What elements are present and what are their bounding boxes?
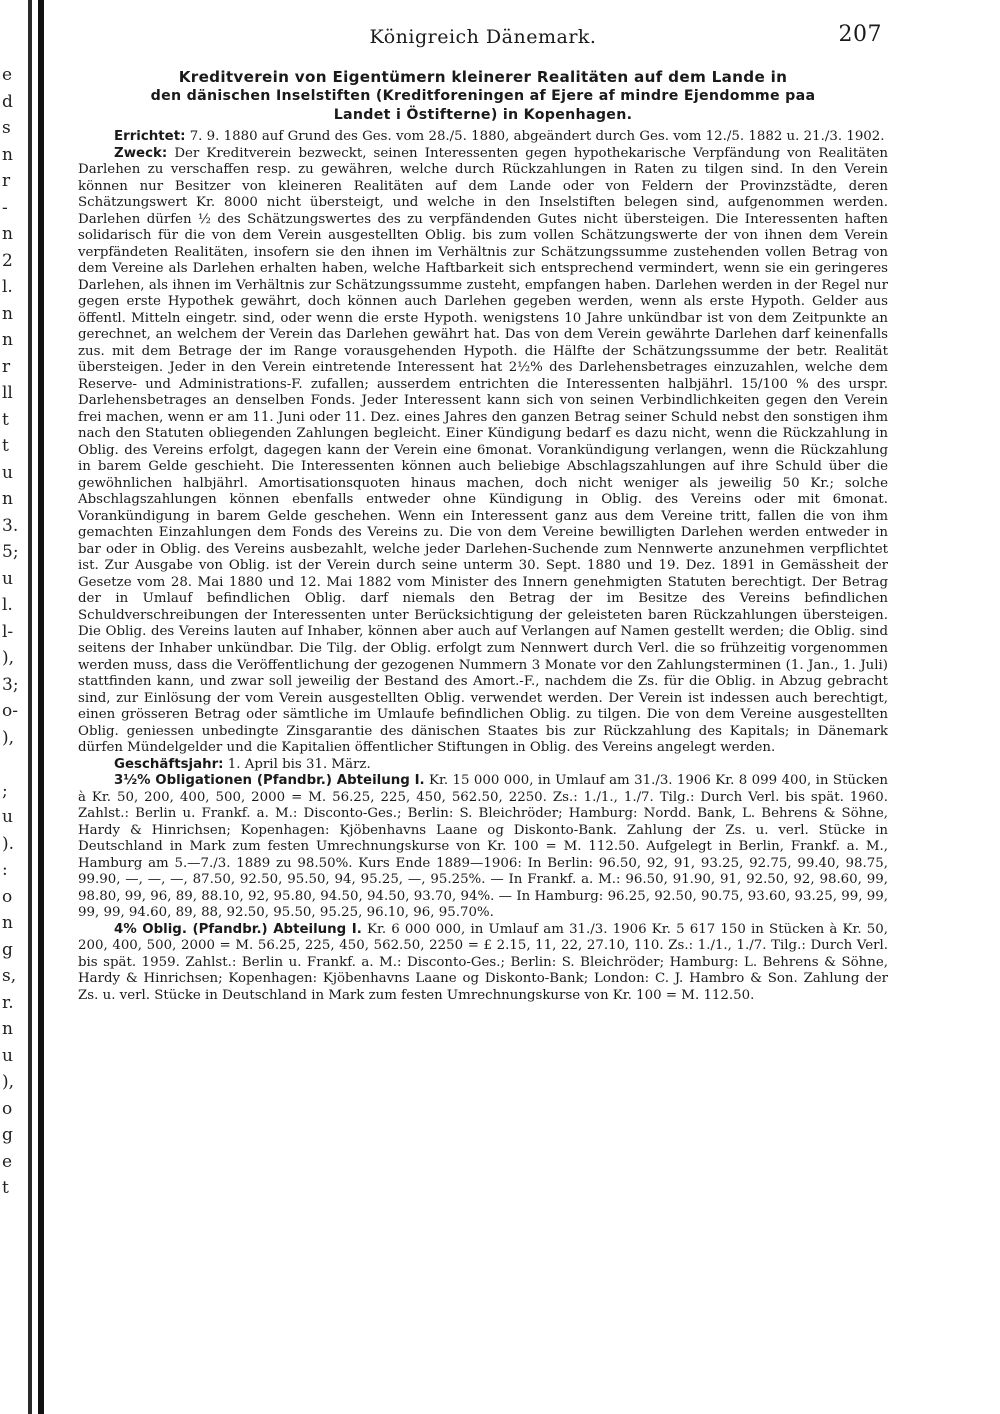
margin-letter: g bbox=[2, 1125, 13, 1145]
label-geschaeftsjahr: Geschäftsjahr: bbox=[114, 756, 224, 772]
margin-letter: e bbox=[2, 1151, 13, 1172]
text-geschaeftsjahr: 1. April bis 31. März. bbox=[227, 756, 371, 772]
section-zweck bbox=[78, 146, 888, 757]
heading-line-1: Kreditverein von Eigentümern kleinerer Realitäten auf dem Lande in bbox=[178, 68, 788, 86]
margin-letter: r bbox=[2, 171, 11, 191]
margin-letter: n bbox=[2, 303, 13, 324]
margin-letter: ), bbox=[2, 1072, 15, 1092]
margin-letter: r bbox=[2, 356, 11, 377]
label-zweck: Zweck: bbox=[114, 145, 168, 161]
heading-line-3: Landet i Östifterne) in Kopenhagen. bbox=[333, 107, 633, 123]
text-obligationen-1: Kr. 15 000 000, in Umlauf am 31./3. 1906 Kr. 8 099 400, in Stücken à Kr. 50, 200, 400, 500, 2000 = M. 56.25, 225, 450, 562.50, 2250. Zs.: 1./1., 1./7. Tilg.: Durch Verl. bis spät. 1960. Zahlst.: Berlin u. Frankf. a. M.: Disconto-Ges.; Berlin: S. Bleichröder; Hamburg: Nordd. Bank, L. Behrens & Söhne, Hardy & Hinrichsen; Kopenhagen: Kjöbenhavns Laane og Diskonto-Bank. Zahlung der Zs. u. verl. Stücke in Deutschland in Mark zum festen Umrechnungskurse von Kr. 100 = M. 112.50. Aufgelegt in Berlin, Frankf. a. M., Hamburg am 5.—7./3. 1889 zu 98.50%. Kurs Ende 1889—1906: In Berlin: 96.50, 92, 91, 93.25, 92.75, 99.40, 98.75, 99.90, —, —, —, 87.50, 92.50, 95.50, 94, 95.25, —, 95.25%. — In Frankf. a. M.: 96.50, 91.90, 91, 92.50, 92, 98.60, 99, 98.80, 99, 96, 89, 88.10, 92, 95.80, 94.50, 94.50, 93.70, 94%. — In Hamburg: 96.25, 92.50, 90.75, 93.60, 93.25, 99, 99, 99, 99, 94.60, 89, 88, 92.50, 95.50, 95.25, 96.10, 96, 95.70%. bbox=[78, 773, 888, 921]
text-errichtet: 7. 9. 1880 auf Grund des Ges. vom 28./5. 1880, abgeändert durch Ges. vom 12./5. 1882 u. 21./3. 1902. bbox=[189, 129, 885, 144]
margin-letter: r. bbox=[2, 992, 14, 1013]
margin-letter: : bbox=[2, 860, 8, 880]
margin-letter: 2 bbox=[2, 250, 13, 271]
margin-letter: l. bbox=[2, 595, 13, 615]
margin-letter: - bbox=[2, 197, 8, 218]
margin-letter: 3; bbox=[2, 674, 19, 695]
label-obligationen-1: 3½% Obligationen (Pfandbr.) Abteilung I. bbox=[114, 773, 425, 789]
margin-letter bbox=[2, 751, 22, 778]
margin-letter: 5; bbox=[2, 542, 19, 562]
margin-letter: u bbox=[2, 807, 13, 827]
margin-letter: ). bbox=[2, 833, 15, 854]
margin-letter: u bbox=[2, 1045, 13, 1066]
section-obligationen-1 bbox=[78, 773, 888, 922]
margin-letter: ), bbox=[2, 648, 15, 668]
margin-letter: g bbox=[2, 939, 13, 960]
margin-letter: ; bbox=[2, 780, 8, 801]
margin-letters bbox=[2, 62, 22, 1202]
margin-letter: s, bbox=[2, 966, 17, 986]
margin-letter: t bbox=[2, 409, 9, 430]
margin-letter: t bbox=[2, 436, 9, 456]
section-obligationen-2 bbox=[78, 922, 888, 1005]
margin-letter: n bbox=[2, 144, 13, 165]
heading-line-2: den dänischen Inselstiften (Kreditforeningen af Ejere af mindre Ejendomme paa bbox=[150, 88, 816, 104]
margin-letter: u bbox=[2, 462, 13, 483]
margin-letter: 3. bbox=[2, 515, 19, 536]
margin-letter: t bbox=[2, 1178, 9, 1198]
label-obligationen-2: 4% Oblig. (Pfandbr.) Abteilung I. bbox=[114, 921, 362, 937]
binding-shadow bbox=[28, 0, 32, 1414]
margin-letter: l- bbox=[2, 621, 14, 642]
margin-letter: d bbox=[2, 91, 13, 112]
entry-body bbox=[78, 129, 888, 1004]
margin-letter: n bbox=[2, 330, 13, 350]
page-number: 207 bbox=[838, 22, 882, 47]
running-head-title: Königreich Dänemark. bbox=[369, 26, 597, 48]
margin-letter: o- bbox=[2, 701, 18, 721]
label-errichtet: Errichtet: bbox=[114, 129, 186, 144]
margin-letter: o bbox=[2, 886, 13, 907]
text-obligationen-2: Kr. 6 000 000, in Umlauf am 31./3. 1906 Kr. 5 617 150 in Stücken à Kr. 50, 200, 400, 500, 2000 = M. 56.25, 225, 450, 562.50, 2250 = £ 2.15, 11, 22, 27.10, 110. Zs.: 1./1., 1./7. Tilg.: Durch Verl. bis spät. 1959. Zahlst.: Berlin u. Frankf. a. M.: Disconto-Ges.; Berlin: S. Bleichröder; Hamburg: L. Behrens & Söhne, Hardy & Hinrichsen; Kopenhagen: Kjöbenhavns Laane og Diskonto-Bank; London: C. J. Hambro & Son. Zahlung der Zs. u. verl. Stücke in Deutschland in Mark zum festen Umrechnungskurse von Kr. 100 = M. 112.50. bbox=[78, 921, 888, 1003]
margin-letter: ), bbox=[2, 727, 15, 748]
margin-letter: o bbox=[2, 1098, 13, 1119]
section-geschaeftsjahr bbox=[78, 757, 888, 774]
running-head bbox=[78, 22, 888, 62]
margin-letter: n bbox=[2, 1019, 13, 1039]
margin-letter: e bbox=[2, 65, 13, 85]
margin-letter: n bbox=[2, 489, 13, 509]
section-errichtet bbox=[78, 129, 888, 146]
entry-heading bbox=[78, 68, 888, 125]
margin-letter: s bbox=[2, 118, 11, 138]
scan-left-edge bbox=[0, 0, 44, 1414]
margin-letter: n bbox=[2, 224, 13, 244]
margin-letter: u bbox=[2, 568, 13, 589]
text-zweck: Der Kreditverein bezweckt, seinen Interessenten gegen hypothekarische Verpfändung von Realitäten Darlehen zu verschaffen resp. zu gewähren, welche durch Rückzahlungen in Raten zu tilgen sind. In den Verein können nur Besitzer von kleineren Realitäten auf dem Lande oder von Feldern der Provinzstädte, deren Schätzungswert Kr. 8000 nicht übersteigt, und welche in den Inselstiften belegen sind, aufgenommen werden. Darlehen dürfen ½ des Schätzungswertes des zu verpfändenden Gutes nicht übersteigen. Die Interessenten haften solidarisch für die von dem Verein ausgestellten Oblig. bis zum vollen Schätzungswerte der von ihnen dem Verein verpfändeten Realitäten, insofern sie den ihnen im Verhältnis zur Schätzungssumme zustehenden vollen Betrag von dem Vereine als Darlehen erhalten haben, welche Haftbarkeit sich entsprechend vermindert, wenn sie ein geringeres Darlehen, als ihnen im Verhältnis zur Schätzungssumme zusteht, empfangen haben. Darlehen werden in der Regel nur gegen erste Hypothek gewährt, doch können auch Darlehen gegeben werden, wenn als erste Hypoth. Gelder aus öffentl. Mitteln eingetr. sind, oder wenn die erste Hypoth. wenigstens 10 Jahre unkündbar ist von dem Zeitpunkte an gerechnet, an welchem der Verein das Darlehen gewährt hat. Das von dem Verein gewährte Darlehen darf keinenfalls zus. mit dem Betrage der im Range vorausgehenden Hypoth. die Hälfte der Schätzungssumme der betr. Realität übersteigen. Jeder in den Verein eintretende Interessent hat 2½% des Darlehensbetrages einzuzahlen, welche dem Reserve- und Administrations-F. zufallen; ausserdem entrichten die Interessenten halbjährl. 15/100 % des urspr. Darlehensbetrages an denselben Fonds. Jeder Interessent kann sich von seinen Verbindlichkeiten gegen den Verein frei machen, wenn er am 11. Juni oder 11. Dez. eines Jahres den ganzen Betrag seiner Schuld nebst den sonstigen ihm nach den Statuten obliegenden Zahlungen begleicht. Einer Kündigung bedarf es dazu nicht, wenn die Rückzahlung in Oblig. des Vereins erfolgt, dagegen kann der Verein eine 6monat. Vorankündigung verlangen, wenn die Rückzahlung in barem Gelde geschieht. Die Interessenten können auch beliebige Abschlagszahlungen auf ihre Schuld über die gewöhnlichen halbjährl. Amortisationsquoten hinaus machen, doch nicht weniger als jeweilig 50 Kr.; solche Abschlagszahlungen können ebenfalls entweder ohne Kündigung in Oblig. des Vereins oder mit 6monat. Vorankündigung in barem Gelde geschehen. Wenn ein Interessent ganz aus dem Vereine tritt, fallen die von ihm gemachten Einzahlungen dem Fonds des Vereins zu. Die von dem Vereine bewilligten Darlehen werden entweder in bar oder in Oblig. des Vereins ausbezahlt, welche jeder Darlehen-Suchende zum Nennwerte anzunehmen verpflichtet ist. Zur Ausgabe von Oblig. ist der Verein durch seine unterm 30. Sept. 1880 und 19. Dez. 1891 in Gemässheit der Gesetze vom 28. Mai 1880 und 12. Mai 1882 vom Minister des Innern genehmigten Statuten berechtigt. Der Betrag der in Umlauf befindlichen Oblig. darf niemals den Betrag der im Besitze des Vereins befindlichen Schuldverschreibungen der Interessenten unter Berücksichtigung der geleisteten baren Rückzahlungen übersteigen. Die Oblig. des Vereins lauten auf Inhaber, können aber auch auf Verlangen auf Namen gestellt werden; die Oblig. sind seitens der Inhaber unkündbar. Die Tilg. der Oblig. erfolgt zum Nennwert durch Verl. die so frühzeitig vorgenommen werden muss, dass die Veröffentlichung der gezogenen Nummern 3 Monate vor den Zahlungsterminen (1. Jan., 1. Juli) stattfinden kann, und zwar soll jeweilig der Bestand des Amort.-F., nachdem die Zs. für die Oblig. in Abzug gebracht sind, zur Einlösung der vom Verein ausgestellten Oblig. verwendet werden. Der Verein ist indessen auch berechtigt, einen grösseren Betrag oder sämtliche im Umlaufe befindlichen Oblig. zu tilgen. Die von dem Vereine ausgestellten Oblig. geniessen unbedingte Zinsgarantie des dänischen Staates bis zur Rückzahlung des Kapitals; in Dänemark dürfen Mündelgelder und die Kapitalien öffentlicher Stiftungen in Oblig. des Vereins angelegt werden. bbox=[78, 145, 888, 756]
margin-letter: ll bbox=[2, 383, 13, 403]
margin-letter: l. bbox=[2, 277, 13, 297]
page bbox=[78, 22, 888, 1004]
margin-letter: n bbox=[2, 913, 13, 933]
